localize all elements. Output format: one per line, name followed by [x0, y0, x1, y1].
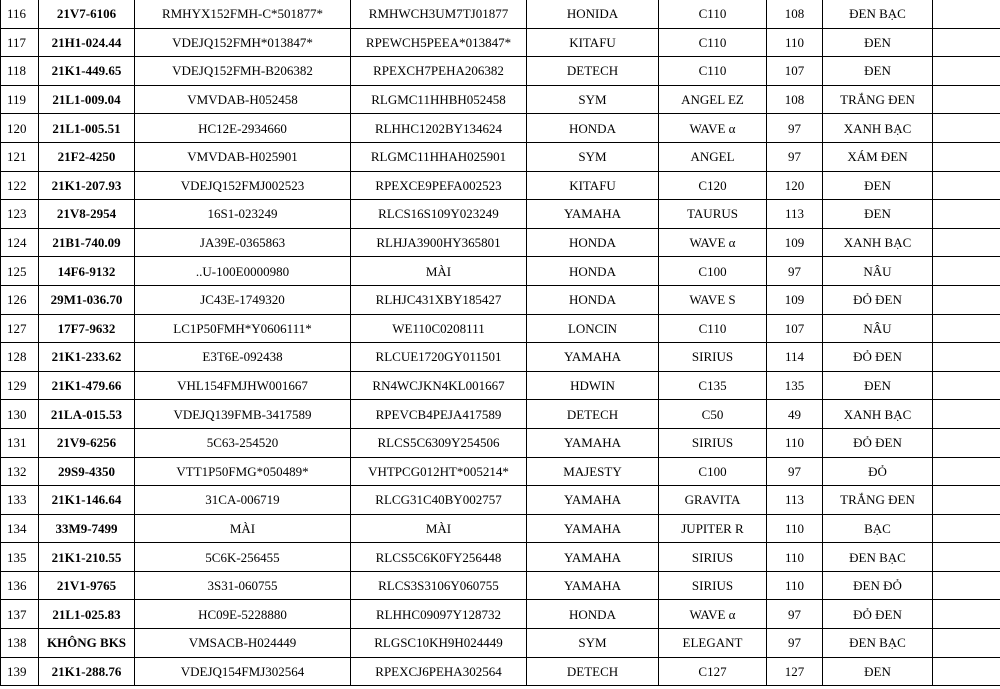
note-cell [933, 57, 1000, 86]
displacement-cell: 135 [767, 371, 823, 400]
row-number-cell: 116 [1, 0, 39, 28]
license-plate-cell: 21V9-6256 [39, 428, 135, 457]
table-row [1, 314, 1000, 343]
table-row [1, 457, 1000, 486]
displacement-cell: 108 [767, 0, 823, 28]
model-cell: C110 [659, 57, 767, 86]
note-cell [933, 142, 1000, 171]
color-cell: ĐỎ ĐEN [823, 343, 933, 372]
engine-number-cell: VMSACB-H024449 [135, 629, 351, 658]
displacement-cell: 113 [767, 200, 823, 229]
note-cell [933, 600, 1000, 629]
brand-cell: SYM [527, 629, 659, 658]
color-cell: ĐEN [823, 371, 933, 400]
frame-number-cell: RPEXCJ6PEHA302564 [351, 657, 527, 686]
row-number-cell: 132 [1, 457, 39, 486]
frame-number-cell: RLCG31C40BY002757 [351, 486, 527, 515]
table-row [1, 400, 1000, 429]
color-cell: ĐEN ĐỎ [823, 571, 933, 600]
row-number-cell: 135 [1, 543, 39, 572]
displacement-cell: 107 [767, 314, 823, 343]
license-plate-cell: 14F6-9132 [39, 257, 135, 286]
model-cell: C110 [659, 28, 767, 57]
note-cell [933, 428, 1000, 457]
license-plate-cell: 21LA-015.53 [39, 400, 135, 429]
color-cell: ĐEN [823, 28, 933, 57]
engine-number-cell: 5C63-254520 [135, 428, 351, 457]
license-plate-cell: 29M1-036.70 [39, 285, 135, 314]
color-cell: XÁM ĐEN [823, 142, 933, 171]
table-row [1, 0, 1000, 28]
row-number-cell: 131 [1, 428, 39, 457]
model-cell: ELEGANT [659, 629, 767, 658]
note-cell [933, 114, 1000, 143]
table-row [1, 285, 1000, 314]
color-cell: ĐEN [823, 57, 933, 86]
engine-number-cell: VDEJQ139FMB-3417589 [135, 400, 351, 429]
license-plate-cell: KHÔNG BKS [39, 629, 135, 658]
row-number-cell: 122 [1, 171, 39, 200]
frame-number-cell: RLCUE1720GY011501 [351, 343, 527, 372]
license-plate-cell: 21V1-9765 [39, 571, 135, 600]
license-plate-cell: 29S9-4350 [39, 457, 135, 486]
color-cell: TRẮNG ĐEN [823, 486, 933, 515]
color-cell: ĐỎ [823, 457, 933, 486]
note-cell [933, 543, 1000, 572]
table-row [1, 228, 1000, 257]
model-cell: C120 [659, 171, 767, 200]
frame-number-cell: RLGMC11HHAH025901 [351, 142, 527, 171]
displacement-cell: 127 [767, 657, 823, 686]
frame-number-cell: RLGMC11HHBH052458 [351, 85, 527, 114]
displacement-cell: 97 [767, 629, 823, 658]
frame-number-cell: RLCS5C6309Y254506 [351, 428, 527, 457]
displacement-cell: 97 [767, 142, 823, 171]
model-cell: C110 [659, 314, 767, 343]
note-cell [933, 228, 1000, 257]
engine-number-cell: HC09E-5228880 [135, 600, 351, 629]
brand-cell: SYM [527, 85, 659, 114]
displacement-cell: 110 [767, 514, 823, 543]
model-cell: SIRIUS [659, 571, 767, 600]
engine-number-cell: VHL154FMJHW001667 [135, 371, 351, 400]
model-cell: ANGEL EZ [659, 85, 767, 114]
table-row [1, 428, 1000, 457]
license-plate-cell: 21K1-479.66 [39, 371, 135, 400]
frame-number-cell: RPEXCH7PEHA206382 [351, 57, 527, 86]
brand-cell: YAMAHA [527, 543, 659, 572]
brand-cell: HONDA [527, 285, 659, 314]
color-cell: XANH BẠC [823, 400, 933, 429]
model-cell: SIRIUS [659, 543, 767, 572]
engine-number-cell: 16S1-023249 [135, 200, 351, 229]
engine-number-cell: LC1P50FMH*Y0606111* [135, 314, 351, 343]
model-cell: C110 [659, 0, 767, 28]
brand-cell: HONDA [527, 257, 659, 286]
engine-number-cell: VDEJQ152FMH-B206382 [135, 57, 351, 86]
engine-number-cell: 5C6K-256455 [135, 543, 351, 572]
brand-cell: DETECH [527, 57, 659, 86]
frame-number-cell: MÀI [351, 514, 527, 543]
color-cell: ĐỎ ĐEN [823, 600, 933, 629]
frame-number-cell: RN4WCJKN4KL001667 [351, 371, 527, 400]
color-cell: ĐEN BẠC [823, 543, 933, 572]
brand-cell: YAMAHA [527, 514, 659, 543]
row-number-cell: 125 [1, 257, 39, 286]
engine-number-cell: RMHYX152FMH-C*501877* [135, 0, 351, 28]
license-plate-cell: 21K1-449.65 [39, 57, 135, 86]
engine-number-cell: VDEJQ154FMJ302564 [135, 657, 351, 686]
model-cell: C135 [659, 371, 767, 400]
brand-cell: LONCIN [527, 314, 659, 343]
engine-number-cell: VTT1P50FMG*050489* [135, 457, 351, 486]
brand-cell: YAMAHA [527, 343, 659, 372]
engine-number-cell: 3S31-060755 [135, 571, 351, 600]
brand-cell: HONDA [527, 600, 659, 629]
brand-cell: HDWIN [527, 371, 659, 400]
note-cell [933, 343, 1000, 372]
engine-number-cell: VDEJQ152FMH*013847* [135, 28, 351, 57]
note-cell [933, 28, 1000, 57]
engine-number-cell: HC12E-2934660 [135, 114, 351, 143]
license-plate-cell: 17F7-9632 [39, 314, 135, 343]
displacement-cell: 113 [767, 486, 823, 515]
table-row [1, 343, 1000, 372]
model-cell: WAVE S [659, 285, 767, 314]
displacement-cell: 97 [767, 257, 823, 286]
displacement-cell: 120 [767, 171, 823, 200]
row-number-cell: 121 [1, 142, 39, 171]
note-cell [933, 571, 1000, 600]
table-row [1, 571, 1000, 600]
engine-number-cell: ..U-100E0000980 [135, 257, 351, 286]
row-number-cell: 127 [1, 314, 39, 343]
table-row [1, 371, 1000, 400]
brand-cell: SYM [527, 142, 659, 171]
frame-number-cell: RLHHC09097Y128732 [351, 600, 527, 629]
engine-number-cell: VMVDAB-H025901 [135, 142, 351, 171]
color-cell: ĐEN BẠC [823, 0, 933, 28]
brand-cell: KITAFU [527, 28, 659, 57]
displacement-cell: 109 [767, 228, 823, 257]
brand-cell: YAMAHA [527, 428, 659, 457]
brand-cell: HONDA [527, 228, 659, 257]
model-cell: C100 [659, 257, 767, 286]
note-cell [933, 457, 1000, 486]
color-cell: XANH BẠC [823, 228, 933, 257]
model-cell: C100 [659, 457, 767, 486]
table-row [1, 629, 1000, 658]
license-plate-cell: 21K1-146.64 [39, 486, 135, 515]
table-body [1, 0, 1000, 686]
engine-number-cell: VMVDAB-H052458 [135, 85, 351, 114]
license-plate-cell: 21L1-009.04 [39, 85, 135, 114]
row-number-cell: 139 [1, 657, 39, 686]
note-cell [933, 285, 1000, 314]
engine-number-cell: JC43E-1749320 [135, 285, 351, 314]
row-number-cell: 129 [1, 371, 39, 400]
brand-cell: YAMAHA [527, 200, 659, 229]
table-row [1, 543, 1000, 572]
license-plate-cell: 21L1-025.83 [39, 600, 135, 629]
displacement-cell: 49 [767, 400, 823, 429]
frame-number-cell: RLCS16S109Y023249 [351, 200, 527, 229]
displacement-cell: 97 [767, 600, 823, 629]
license-plate-cell: 21K1-288.76 [39, 657, 135, 686]
color-cell: BẠC [823, 514, 933, 543]
engine-number-cell: E3T6E-092438 [135, 343, 351, 372]
model-cell: ANGEL [659, 142, 767, 171]
row-number-cell: 123 [1, 200, 39, 229]
row-number-cell: 133 [1, 486, 39, 515]
row-number-cell: 136 [1, 571, 39, 600]
model-cell: JUPITER R [659, 514, 767, 543]
table-row [1, 85, 1000, 114]
row-number-cell: 117 [1, 28, 39, 57]
brand-cell: HONIDA [527, 0, 659, 28]
displacement-cell: 110 [767, 571, 823, 600]
license-plate-cell: 21K1-210.55 [39, 543, 135, 572]
license-plate-cell: 21K1-207.93 [39, 171, 135, 200]
color-cell: ĐỎ ĐEN [823, 285, 933, 314]
model-cell: WAVE α [659, 600, 767, 629]
displacement-cell: 110 [767, 543, 823, 572]
frame-number-cell: RPEVCB4PEJA417589 [351, 400, 527, 429]
displacement-cell: 110 [767, 428, 823, 457]
frame-number-cell: RMHWCH3UM7TJ01877 [351, 0, 527, 28]
note-cell [933, 171, 1000, 200]
color-cell: ĐEN BẠC [823, 629, 933, 658]
model-cell: WAVE α [659, 114, 767, 143]
frame-number-cell: RPEWCH5PEEA*013847* [351, 28, 527, 57]
brand-cell: YAMAHA [527, 571, 659, 600]
model-cell: WAVE α [659, 228, 767, 257]
note-cell [933, 0, 1000, 28]
color-cell: ĐEN [823, 200, 933, 229]
note-cell [933, 629, 1000, 658]
license-plate-cell: 21F2-4250 [39, 142, 135, 171]
displacement-cell: 107 [767, 57, 823, 86]
license-plate-cell: 33M9-7499 [39, 514, 135, 543]
color-cell: ĐEN [823, 657, 933, 686]
table-row [1, 486, 1000, 515]
note-cell [933, 314, 1000, 343]
model-cell: SIRIUS [659, 428, 767, 457]
table-row [1, 514, 1000, 543]
brand-cell: MAJESTY [527, 457, 659, 486]
frame-number-cell: RLCS5C6K0FY256448 [351, 543, 527, 572]
table-row [1, 657, 1000, 686]
frame-number-cell: RLGSC10KH9H024449 [351, 629, 527, 658]
model-cell: GRAVITA [659, 486, 767, 515]
table-row [1, 171, 1000, 200]
engine-number-cell: 31CA-006719 [135, 486, 351, 515]
model-cell: TAURUS [659, 200, 767, 229]
table-row [1, 257, 1000, 286]
note-cell [933, 514, 1000, 543]
color-cell: NÂU [823, 314, 933, 343]
model-cell: C50 [659, 400, 767, 429]
license-plate-cell: 21V7-6106 [39, 0, 135, 28]
table-row [1, 57, 1000, 86]
table-row [1, 142, 1000, 171]
row-number-cell: 126 [1, 285, 39, 314]
brand-cell: KITAFU [527, 171, 659, 200]
model-cell: SIRIUS [659, 343, 767, 372]
note-cell [933, 85, 1000, 114]
license-plate-cell: 21H1-024.44 [39, 28, 135, 57]
note-cell [933, 371, 1000, 400]
frame-number-cell: RLHJC431XBY185427 [351, 285, 527, 314]
row-number-cell: 128 [1, 343, 39, 372]
license-plate-cell: 21V8-2954 [39, 200, 135, 229]
note-cell [933, 486, 1000, 515]
color-cell: ĐỎ ĐEN [823, 428, 933, 457]
color-cell: TRẮNG ĐEN [823, 85, 933, 114]
table-row [1, 114, 1000, 143]
license-plate-cell: 21K1-233.62 [39, 343, 135, 372]
row-number-cell: 120 [1, 114, 39, 143]
displacement-cell: 97 [767, 114, 823, 143]
note-cell [933, 657, 1000, 686]
engine-number-cell: VDEJQ152FMJ002523 [135, 171, 351, 200]
displacement-cell: 97 [767, 457, 823, 486]
displacement-cell: 110 [767, 28, 823, 57]
brand-cell: DETECH [527, 657, 659, 686]
license-plate-cell: 21B1-740.09 [39, 228, 135, 257]
table-row [1, 600, 1000, 629]
engine-number-cell: JA39E-0365863 [135, 228, 351, 257]
frame-number-cell: MÀI [351, 257, 527, 286]
color-cell: NÂU [823, 257, 933, 286]
engine-number-cell: MÀI [135, 514, 351, 543]
brand-cell: HONDA [527, 114, 659, 143]
displacement-cell: 114 [767, 343, 823, 372]
model-cell: C127 [659, 657, 767, 686]
displacement-cell: 108 [767, 85, 823, 114]
frame-number-cell: RLCS3S3106Y060755 [351, 571, 527, 600]
license-plate-cell: 21L1-005.51 [39, 114, 135, 143]
frame-number-cell: RPEXCE9PEFA002523 [351, 171, 527, 200]
brand-cell: YAMAHA [527, 486, 659, 515]
displacement-cell: 109 [767, 285, 823, 314]
row-number-cell: 119 [1, 85, 39, 114]
row-number-cell: 118 [1, 57, 39, 86]
row-number-cell: 124 [1, 228, 39, 257]
note-cell [933, 200, 1000, 229]
table-row [1, 200, 1000, 229]
color-cell: ĐEN [823, 171, 933, 200]
color-cell: XANH BẠC [823, 114, 933, 143]
frame-number-cell: RLHJA3900HY365801 [351, 228, 527, 257]
row-number-cell: 137 [1, 600, 39, 629]
row-number-cell: 134 [1, 514, 39, 543]
frame-number-cell: VHTPCG012HT*005214* [351, 457, 527, 486]
table-row [1, 28, 1000, 57]
brand-cell: DETECH [527, 400, 659, 429]
row-number-cell: 138 [1, 629, 39, 658]
note-cell [933, 257, 1000, 286]
row-number-cell: 130 [1, 400, 39, 429]
frame-number-cell: WE110C0208111 [351, 314, 527, 343]
note-cell [933, 400, 1000, 429]
frame-number-cell: RLHHC1202BY134624 [351, 114, 527, 143]
